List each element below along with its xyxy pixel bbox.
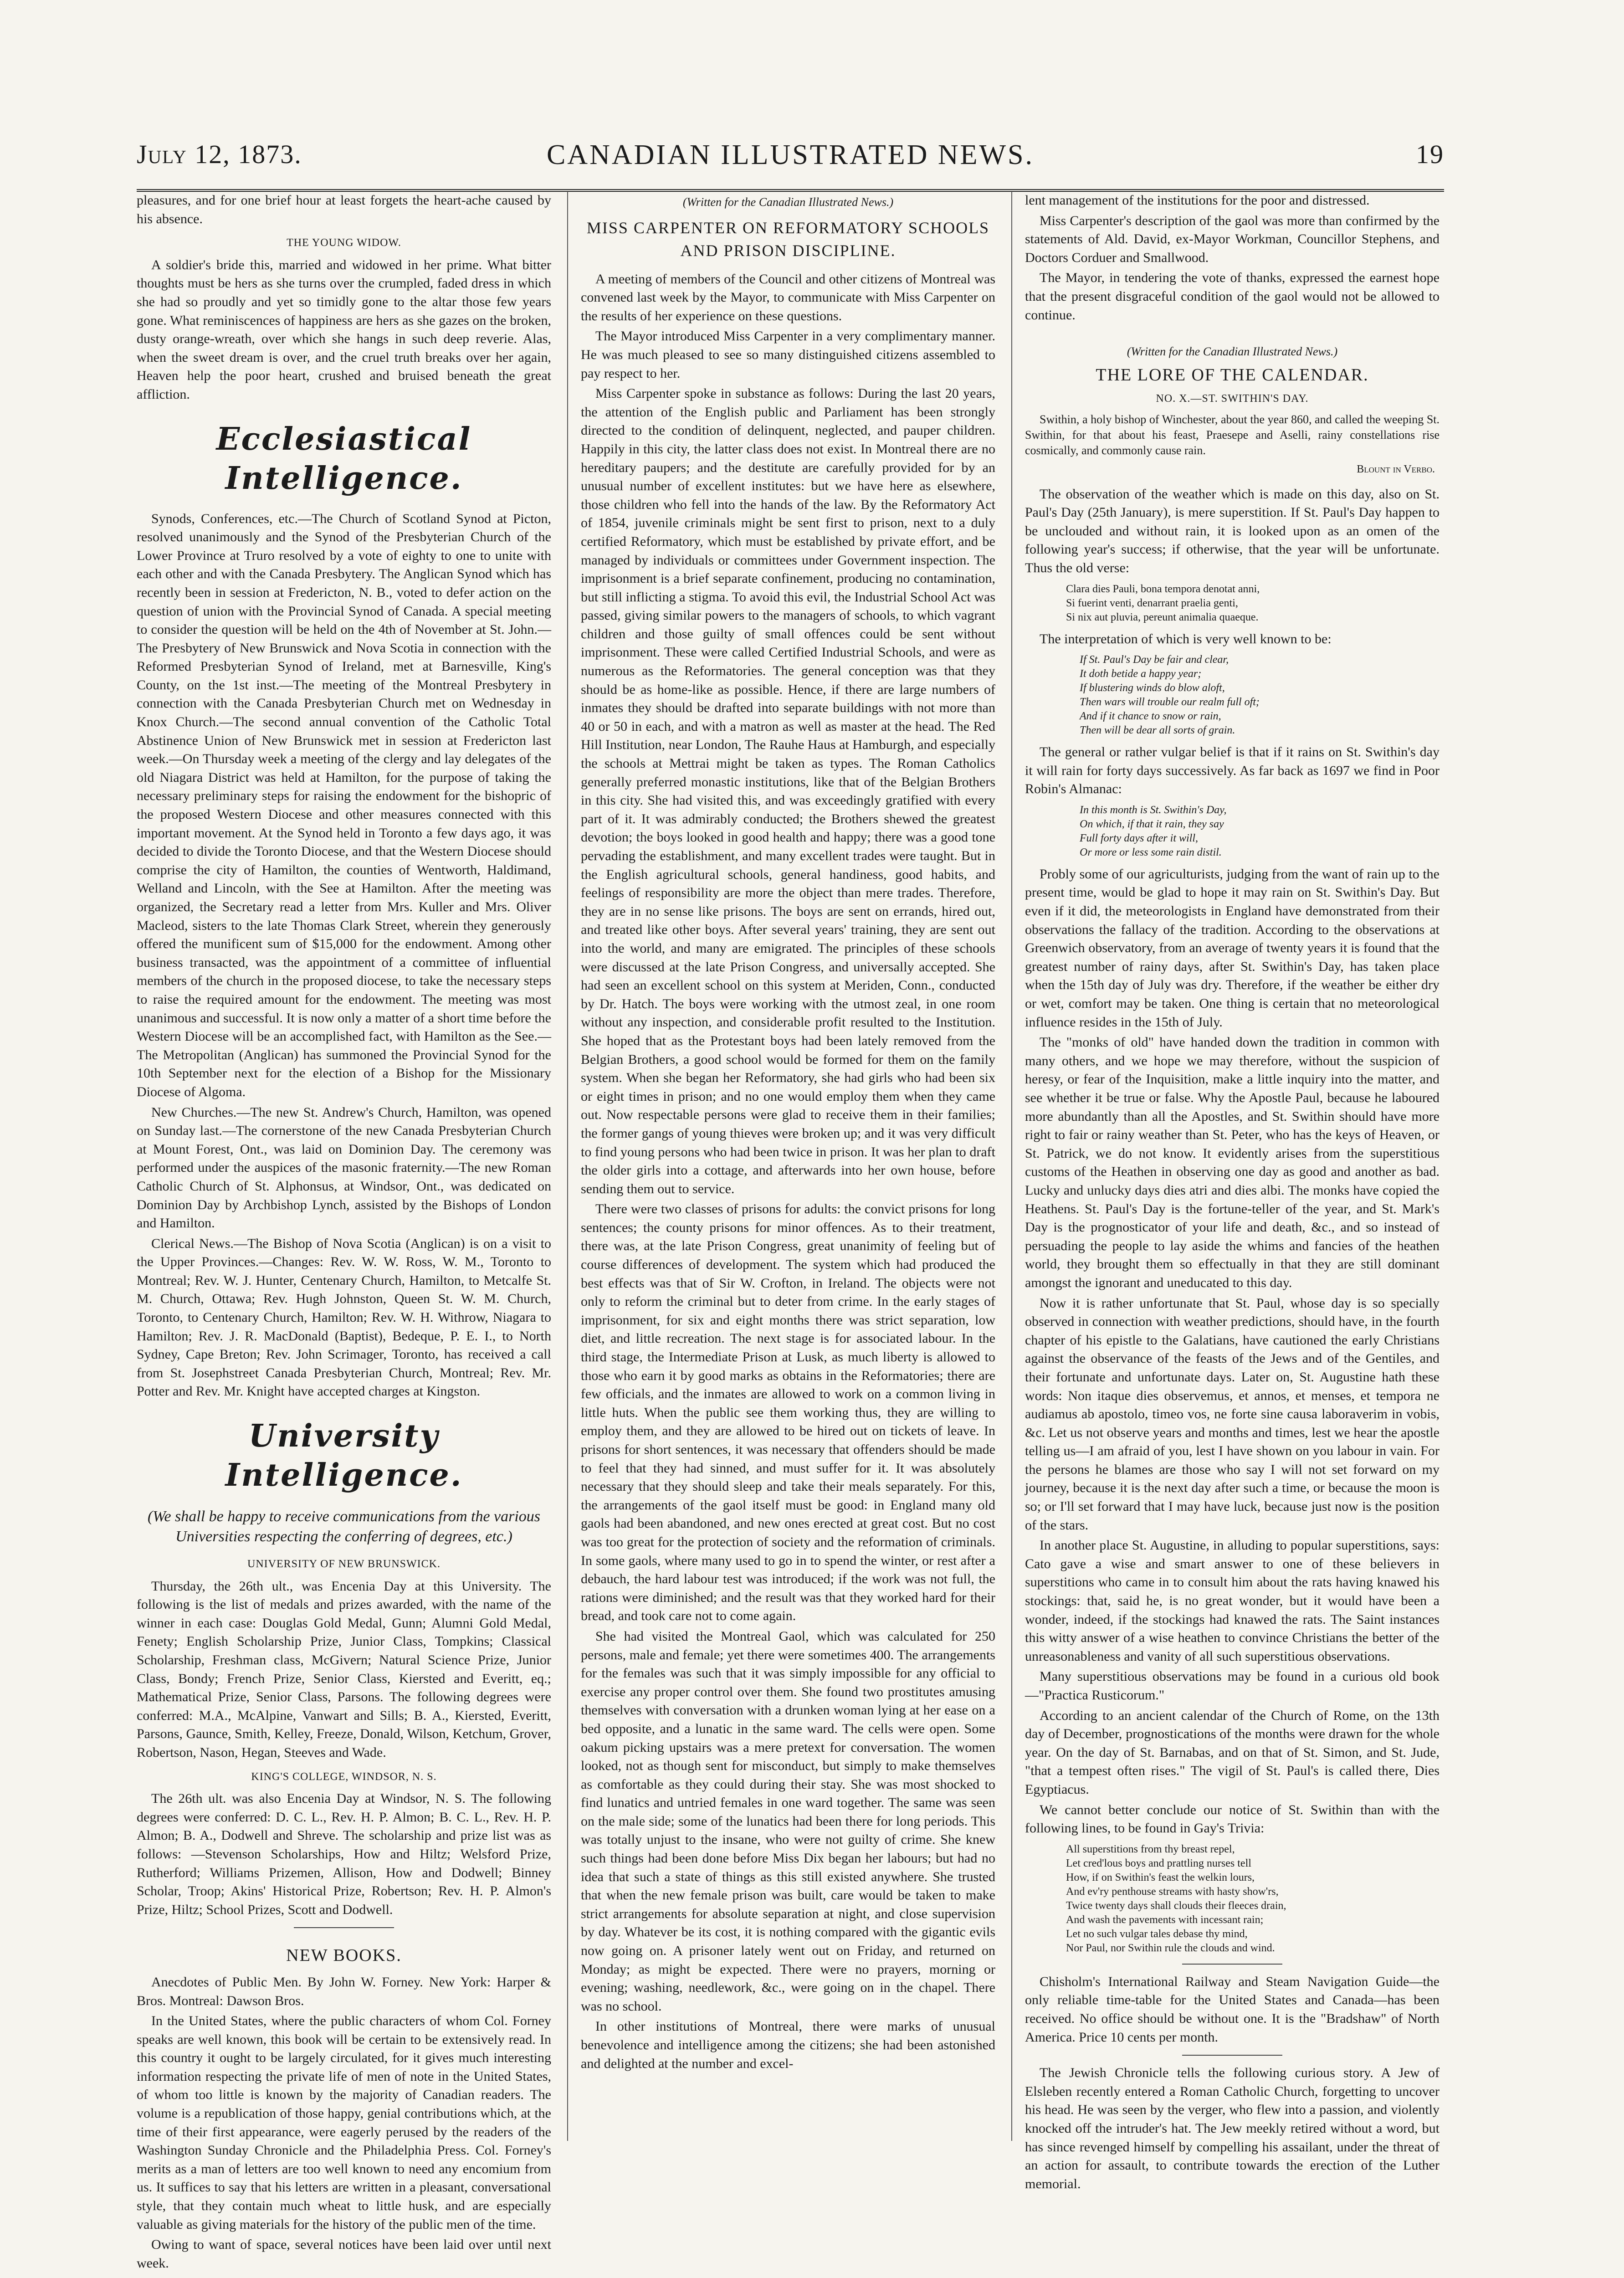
verse-line: Si nix aut pluvia, pereunt animalia quaeque. [1066, 611, 1259, 623]
paragraph: In other institutions of Montreal, there were marks of unusual benevolence and intelligence among the citizens; she had been astonished and delighted at the number and excel- [581, 2019, 995, 2071]
paragraph: The interpretation of which is very well known to be: [1040, 631, 1332, 646]
verse-line: If blustering winds do blow aloft, [1080, 682, 1225, 694]
verse-line: And if it chance to snow or rain, [1080, 710, 1221, 723]
verse-trivia [1066, 1842, 1440, 1955]
column-divider [567, 191, 568, 2141]
paragraph: According to an ancient calendar of the Church of Rome, on the 13th day of December, prognostications of the months were drawn for the whole year. On the day of St. Barnabas, and on that of St. Simon, and St. Jude, "that a tempest often rises." The vigil of St. Paul's is called there, Dies Egyptiacus. [1025, 1708, 1440, 1797]
section-subheading: UNIVERSITY OF NEW BRUNSWICK. [247, 1558, 441, 1570]
paragraph: Owing to want of space, several notices have been laid over until next week. [137, 2237, 551, 2271]
paragraph: The general or rather vulgar belief is that if it rains on St. Swithin's day it will rain for forty days successively. As far back as 1697 we find in Poor Robin's Almanac: [1025, 744, 1440, 797]
section-heading: University Intelligence. [225, 1418, 463, 1494]
paragraph: Now it is rather unfortunate that St. Paul, whose day is so specially observed in connection with weather predictions, should have, in the fourth chapter of his epistle to the Galatians, have cautioned the early Christians against the observance of the feasts of the Jews and of the Gentiles, and their fortunate and unfortunate days. Later on, St. Augustine hath these words: Non itaque dies observemus, et annos, et menses, et tempora ne audiamus ab apostolo, timeo vos, ne forte sine causa laboraverim in vobis, &c. Let us not observe years and months and times, lest we hear the apostle telling us—I am afraid of you, lest I have shown on you labour in vain. For the persons he blames are those who say I will not set forward on my journey, because it is the next day after such a time, or because the moon is so; or I'll set forward that I may have luck, because just now is the position of the stars. [1025, 1295, 1440, 1533]
paragraph: Thursday, the 26th ult., was Encenia Day at this University. The following is the list of medals and prizes awarded, with the name of the winner in each case: Douglas Gold Medal, Gunn; Alumni Gold Medal, Fenety; English Scholarship Prize, Junior Class, Tompkins; Classical Scholarship, Freshman class, McGivern; Natural Science Prize, Junior Class, Bondy; French Prize, Senior Class, Kiersted and Everitt, eq.; Mathematical Prize, Senior Class, Parsons. The following degrees were conferred: M.A., McAlpine, Vanwart and Sills; B. A., Kiersted, Everitt, Parsons, Gaunce, Smith, Kelley, Freeze, Donald, Wilson, Ketchum, Grover, Robertson, Nason, Hegan, Steeves and Wade. [137, 1578, 551, 1760]
divider [294, 1927, 394, 1928]
paragraph: Chisholm's International Railway and Steam Navigation Guide—the only reliable time-table for the United States and Canada—has been received. No office should be without one. It is the "Bradshaw" of North America. Price 10 cents per month. [1025, 1974, 1440, 2045]
verse-line: Si fuerint venti, denarrant praelia genti, [1066, 597, 1238, 609]
verse-almanac [1080, 803, 1440, 860]
paragraph: pleasures, and for one brief hour at least forgets the heart-ache caused by his absence. [137, 193, 551, 226]
article-heading: MISS CARPENTER ON REFORMATORY SCHOOLS AND PRISON DISCIPLINE. [586, 218, 990, 260]
paragraph: A soldier's bride this, married and widowed in her prime. What bitter thoughts must be hers as she turns over the crumpled, faded dress in which she had so proudly and yet so timidly gone to the altar those few years gone. What reminiscences of happiness are hers as she gazes on the broken, dusty orange-wreath, over which she hangs in such deep reverie. Alas, when the sweet dream is over, and the cruel truth breaks over her again, Heaven help the poor heart, crushed and bruised beneath the great affliction. [137, 257, 551, 402]
section-subheading: THE YOUNG WIDOW. [287, 237, 401, 249]
paragraph: Miss Carpenter's description of the gaol was more than confirmed by the statements of Ald. David, ex-Mayor Workman, Councillor Stephens, and Doctors Corduer and Smallwood. [1025, 213, 1440, 265]
paragraph: The Jewish Chronicle tells the following curious story. A Jew of Elsleben recently entered a Roman Catholic Church, forgetting to uncover his head. He was seen by the verger, who flew into a passion, and violently knocked off the intruder's hat. The Jew meekly retired without a word, but has since revenged himself by compelling his assailant, under the threat of an action for assault, to contribute towards the erection of the Luther memorial. [1025, 2065, 1440, 2191]
verse-line: Let cred'lous boys and prattling nurses tell [1066, 1857, 1251, 1869]
page-number: 19 [1416, 139, 1444, 169]
verse-line: Full forty days after it will, [1080, 832, 1198, 844]
byline-note: (Written for the Canadian Illustrated News.) [1127, 345, 1338, 359]
verse-line: It doth betide a happy year; [1080, 668, 1202, 680]
verse-line: Clara dies Pauli, bona tempora denotat anni, [1066, 583, 1260, 595]
paragraph: The observation of the weather which is made on this day, also on St. Paul's Day (25th January), is mere superstition. If St. Paul's Day happen to be unclouded and without rain, it is looked upon as an omen of the following year's success; if otherwise, that the year will be unfortunate. Thus the old verse: [1025, 486, 1440, 575]
verse-line: Then wars will trouble our realm full oft; [1080, 696, 1260, 708]
masthead [137, 134, 1444, 192]
paragraph: There were two classes of prisons for adults: the convict prisons for long sentences; the county prisons for minor offences. As to their treatment, there was, at the late Prison Congress, great unanimity of feeling but of course differences of development. The system which had produced the best effects was that of Sir W. Crofton, in Ireland. The objects were not only to reform the criminal but to deter from crime. In the early stages of imprisonment, for six and eight months there was strict separation, low diet, and little recreation. The next stage is for associated labour. In the third stage, the Intermediate Prison at Lusk, as much liberty is allowed to those who earn it by good marks as obtains in the Reformatories; there are few officials, and the inmates are allowed to work on a common living in little huts. When the public see them working thus, they are willing to employ them, and they are allowed to be hired out on tickets of leave. In prisons for short sentences, it was necessary that offenders should be made to feel that they had sinned, and must suffer for it. It was absolutely necessary that they should sleep and take their meals separately. For this, the arrangements of the gaol itself must be good: in England many old gaols had been abandoned, and new ones erected at great cost. But no cost was too great for the protection of society and the reformation of criminals. In some gaols, where many used to go in to spend the winter, or rest after a debauch, the hard labour test was introduced; if the work was not full, the rations were diminished; and the result was that they worked hard for their bread, and took care not to come again. [581, 1201, 995, 1624]
paragraph: Clerical News.—The Bishop of Nova Scotia (Anglican) is on a visit to the Upper Provinces.—Changes: Rev. W. W. Ross, W. M., Toronto to Montreal; Rev. W. J. Hunter, Centenary Church, Hamilton, to Metcalfe St. M. Church, Ottawa; Rev. Hugh Johnston, Queen St. W. M. Church, Toronto, to Centenary Church, Hamilton; Rev. W. H. Withrow, Niagara to Hamilton; Rev. J. R. MacDonald (Baptist), Bedeque, P. E. I., to North Sydney, Cape Breton; Rev. John Scrimager, Toronto, has received a call from St. Josephstreet Canada Presbyterian Church, Montreal; Rev. Mr. Potter and Rev. Mr. Knight have accepted charges at Kingston. [137, 1236, 551, 1399]
epigraph: Swithin, a holy bishop of Winchester, about the year 860, and called the weeping St. Swithin, for that about his feast, Praesepe and Aselli, rainy constellations rise cosmically, and commonly cause rain. [1025, 412, 1440, 457]
column-2 [581, 191, 995, 2141]
paragraph: Probly some of our agriculturists, judging from the want of rain up to the present time, would be glad to hope it may rain on St. Swithin's Day. But even if it did, the meteorologists in England have demonstrated from their observations the fallacy of the tradition. According to the observations at Greenwich observatory, from an average of twenty years it is found that the greatest number of rainy days, after St. Swithin's Day, has taken place when the 15th day of July was dry. Therefore, if the weather be either dry or wet, comfort may be taken. One thing is certain that no meteorological influence resides in the 15th of July. [1025, 866, 1440, 1030]
paragraph: The "monks of old" have handed down the tradition in common with many others, and we hope we may therefore, without the suspicion of heresy, or fear of the Inquisition, make a little inquiry into the matter, and see whether it be true or false. Why the Apostle Paul, because he laboured more abundantly than all the Apostles, and St. Swithin should have more right to fair or rainy weather than St. Peter, who has the keys of Heaven, or St. Patrick, we do not know. It evidently arises from the superstitious customs of the Heathen in observing one day as good and another as bad. Lucky and unlucky days dies atri and dies albi. The monks have copied the Heathens. St. Paul's Day is the fortune-teller of the year, and St. Mark's Day is the prognosticator of your life and death, &c., and so instead of persuading the people to lay aside the whims and fancies of the heathen world, they brought them so effectually in that they are still dominant amongst the ignorant and uneducated to this day. [1025, 1035, 1440, 1290]
paragraph: Many superstitious observations may be found in a curious old book—"Practica Rusticorum." [1025, 1669, 1440, 1703]
column-3 [1025, 191, 1440, 2191]
divider [1182, 2055, 1282, 2056]
verse-line: In this month is St. Swithin's Day, [1080, 804, 1227, 816]
column-divider [1011, 191, 1012, 2141]
paragraph: The Mayor, in tendering the vote of thanks, expressed the earnest hope that the present disgraceful condition of the gaol would not be allowed to continue. [1025, 270, 1440, 323]
issue-date: July 12, 1873. [137, 139, 302, 169]
section-subheading: KING'S COLLEGE, WINDSOR, N. S. [251, 1770, 437, 1783]
paragraph: The 26th ult. was also Encenia Day at Windsor, N. S. The following degrees were conferred: D. C. L., Rev. H. P. Almon; B. C. L., Rev. H. P. Almon; B. A., Dodwell and Shreve. The scholarship and prize list was as follows: —Stevenson Scholarships, How and Hiltz; Welsford Prize, Rutherford; Williams Prizemen, Allison, How and Dodwell; Binney Scholar, Troop; Akins' Historical Prize, Robertson; Rev. H. P. Almon's Prize, Hiltz; School Prizes, Scott and Dodwell. [137, 1791, 551, 1917]
paragraph: lent management of the institutions for the poor and distressed. [1025, 193, 1370, 208]
paragraph: Synods, Conferences, etc.—The Church of Scotland Synod at Picton, resolved unanimously and the Synod of the Presbyterian Church of the Lower Province at Truro resolved by a vote of eighty to one to unite with each other and with the Canada Presbytery. The Anglican Synod which has recently been in session at Fredericton, N. B., voted to defer action on the question of union with the Provincial Synod of Canada. A special meeting to consider the question will be held on the 4th of November at St. John.—The Presbytery of New Brunswick and Nova Scotia in connection with the Reformed Presbyterian Synod of Ireland, met at Barnesville, King's County, on the 1st inst.—The meeting of the Montreal Presbytery in connection with the Canada Presbyterian Church met on Wednesday in Knox Church.—The second annual convention of the Catholic Total Abstinence Union of New Brunswick met in session at Fredericton last week.—On Thursday week a meeting of the clergy and lay delegates of the old Niagara District was held at Hamilton, for the purpose of taking the necessary preliminary steps for raising the endowment for the bishopric of the proposed Western Diocese and other measures connected with this important movement. At the Synod held in Toronto a few days ago, it was decided to divide the Toronto Diocese, and that the Western Diocese should comprise the city of Hamilton, the counties of Wentworth, Haldimand, Welland and Lincoln, with the See at Hamilton. After the meeting was organized, the Secretary read a letter from Mrs. Kuller and Mrs. Oliver Macleod, sisters to the late Thomas Clark Street, wherein they generously offered the munificent sum of $15,000 for the endowment. Among other business transacted, was the appointment of a committee of influential members of the church in the proposed diocese, to take the necessary steps to raise the required amount for the endowment. The meeting was most unanimous and successful. It is now only a matter of a short time before the Western Diocese will be an accomplished fact, with Hamilton as the See.—The Metropolitan (Anglican) has summoned the Provincial Synod for the 10th September next for the election of a Bishop for the Missionary Diocese of Algoma. [137, 511, 551, 1099]
paragraph: Anecdotes of Public Men. By John W. Forney. New York: Harper & Bros. Montreal: Dawson Bros. [137, 1974, 551, 2008]
verse-line: Twice twenty days shall clouds their fleeces drain, [1066, 1899, 1286, 1912]
paragraph: New Churches.—The new St. Andrew's Church, Hamilton, was opened on Sunday last.—The cornerstone of the new Canada Presbyterian Church at Mount Forest, Ont., was laid on Dominion Day. The ceremony was performed under the auspices of the masonic fraternity.—The new Roman Catholic Church of St. Alphonsus, at Windsor, Ont., was dedicated on Dominion Day by Archbishop Lynch, assisted by the Bishops of London and Hamilton. [137, 1104, 551, 1231]
section-heading: Ecclesiastical Intelligence. [216, 421, 472, 497]
paragraph: Miss Carpenter spoke in substance as follows: During the last 20 years, the attention of the English public and Parliament has been strongly directed to the condition of delinquent, neglected, and pauper children. Happily in this city, the latter class does not exist. In Montreal there are no hereditary paupers; and the destitute are carefully provided for by an unusual number of excellent institutes: but we have here as elsewhere, those children who fell into the hands of the law. By the Reformatory Act of 1854, juvenile criminals might be sent first to prison, next to a duly certified Reformatory, which must be established by private effort, and be managed by individuals or committees under Government inspection. The imprisonment is a brief separate confinement, producing no contamination, but still inflicting a stigma. To avoid this evil, the Industrial School Act was passed, giving similar powers to the managers of schools, to which vagrant children and those guilty of small offences could be sent without imprisonment. These were called Certified Industrial Schools, and were as numerous as the Reformatories. The general conception was that they should be as home-like as possible. Hence, if there are large numbers of inmates they should be drafted into separate buildings with not more than 40 or 50 in each, and with a matron as well as master at the head. The Red Hill Institution, near London, The Rauhe Haus at Hamburgh, and especially the schools at Mettrai might be taken as types. The Roman Catholics generally preferred monastic institutions, like that of the Belgian Brothers in this city. She had visited this, and was exceedingly gratified with every part of it. It was admirably conducted; the Brothers shewed the greatest devotion; the boys looked in good health and happy; there was a good tone pervading the establishment, and many excellent trades were taught. But in the English agricultural schools, general handiness, good habits, and feelings of responsibility are more the object than mere trades. Therefore, they are in no sense like prisons. The boys are sent on errands, hired out, and treated like other boys. After several years' training, they are sent out into the world, and many are emigrated. The principles of these schools were discussed at the late Prison Congress, and universally accepted. She had seen an excellent school on this system at Meriden, Conn., conducted by Dr. Hatch. The boys were working with the utmost zeal, in one room without any inspection, and considerable profit resulted to the Institution. She hoped that as the Protestant boys had been lately removed from the Belgian Brothers, a good school would be formed for them on the family system. When she began her Reformatory, she had girls who had been six or eight times in prison; and no one would employ them when they came out. Now respectable persons were glad to receive them in their families; the former gangs of young thieves were broken up; and it was very difficult to find young persons who had been twice in prison. It was her plan to draft the older girls into a cottage, and afterwards into her own house, before sending them out to service. [581, 386, 995, 1196]
verse-line: And ev'ry penthouse streams with hasty show'rs, [1066, 1885, 1279, 1898]
verse-line: And wash the pavements with incessant rain; [1066, 1914, 1264, 1926]
paragraph: A meeting of members of the Council and other citizens of Montreal was convened last week by the Mayor, to communicate with Miss Carpenter on the results of her experience on these questions. [581, 271, 995, 323]
verse-line: Let no such vulgar tales debase thy mind, [1066, 1928, 1248, 1940]
section-heading: NEW BOOKS. [286, 1946, 402, 1965]
paragraph: We cannot better conclude our notice of St. Swithin than with the following lines, to be found in Gay's Trivia: [1025, 1802, 1440, 1836]
divider [1182, 1964, 1282, 1965]
verse-line: How, if on Swithin's feast the welkin lours, [1066, 1871, 1255, 1883]
article-subheading: NO. X.—ST. SWITHIN'S DAY. [1156, 393, 1309, 405]
verse-line: If St. Paul's Day be fair and clear, [1080, 654, 1229, 666]
verse-line: All superstitions from thy breast repel, [1066, 1843, 1235, 1855]
epigraph-attribution: Blount in Verbo. [1357, 463, 1435, 475]
verse-line: On which, if that it rain, they say [1080, 818, 1224, 830]
byline-note: (Written for the Canadian Illustrated News.) [682, 195, 894, 209]
newspaper-title: CANADIAN ILLUSTRATED NEWS. [546, 139, 1035, 170]
verse-line: Or more or less some rain distil. [1080, 846, 1222, 858]
verse-english [1080, 653, 1440, 738]
paragraph: She had visited the Montreal Gaol, which was calculated for 250 persons, male and female; yet there were sometimes 400. The arrangements for the females was such that it was simply impossible for any official to exercise any proper control over them. She found two prostitutes amusing themselves with conversation with a drunken woman lying at her ease on a bed opposite, and a lunatic in the same ward. The cells were open. Some oakum picking upstairs was a mere pretext for conversation. The women looked, not as though sent for misconduct, but simply to make themselves as comfortable as they could during their stay. She was most shocked to find lunatics and untried females in one ward together. The same was seen on the male side; some of the lunatics had been there for long periods. This was totally unjust to the insane, who were not guilty of crime. She knew such things had been done before Miss Dix began her labours; but had no idea that such a state of things as this still existed anywhere. She trusted that when the new female prison was built, care would be taken to make strict arrangements for absolute separation at night, and close supervision by day. Whatever be its cost, it is nothing compared with the gigantic evils now going on. A prisoner lately went out on Friday, and returned on Monday; as might be expected. There were no prayers, morning or evening; washing, needlework, &c., were going on in the chapel. There was no school. [581, 1628, 995, 2014]
verse-line: Then will be dear all sorts of grain. [1080, 724, 1235, 737]
article-heading: THE LORE OF THE CALENDAR. [1096, 365, 1369, 385]
section-intro: (We shall be happy to receive communications from the various Universities respecting the conferring of degrees, etc.) [147, 1508, 541, 1545]
verse-latin [1066, 582, 1440, 625]
paragraph: In the United States, where the public characters of whom Col. Forney speaks are well known, this book will be certain to be extensively read. In this country it ought to be largely circulated, for it gives much interesting information respecting the private life of men of note in the United States, of whom too little is known by the majority of Canadian readers. The volume is a republication of those happy, genial contributions which, at the time of their first appearance, were eagerly perused by the readers of the Washington Sunday Chronicle and the Philadelphia Press. Col. Forney's merits as a man of letters are too well known to need any encomium from us. It suffices to say that his letters are written in a pleasant, conversational style, that they contain much wheat to little husk, and are especially valuable as giving materials for the history of the public men of the time. [137, 2013, 551, 2232]
paragraph: In another place St. Augustine, in alluding to popular superstitions, says: Cato gave a wise and smart answer to one of these believers in superstitions who came in to consult him about the rats having knawed his stockings: that, said he, is no great wonder, but it would have been a wonder, indeed, if the stockings had knawed the rats. The Saint instances this witty answer of a wise heathen to convince Christians the better of the unreasonableness and vanity of all such superstitious observations. [1025, 1538, 1440, 1664]
paragraph: The Mayor introduced Miss Carpenter in a very complimentary manner. He was much pleased to see so many distinguished citizens assembled to pay respect to her. [581, 328, 995, 381]
verse-line: Nor Paul, nor Swithin rule the clouds and wind. [1066, 1942, 1275, 1954]
column-1 [137, 191, 551, 2271]
